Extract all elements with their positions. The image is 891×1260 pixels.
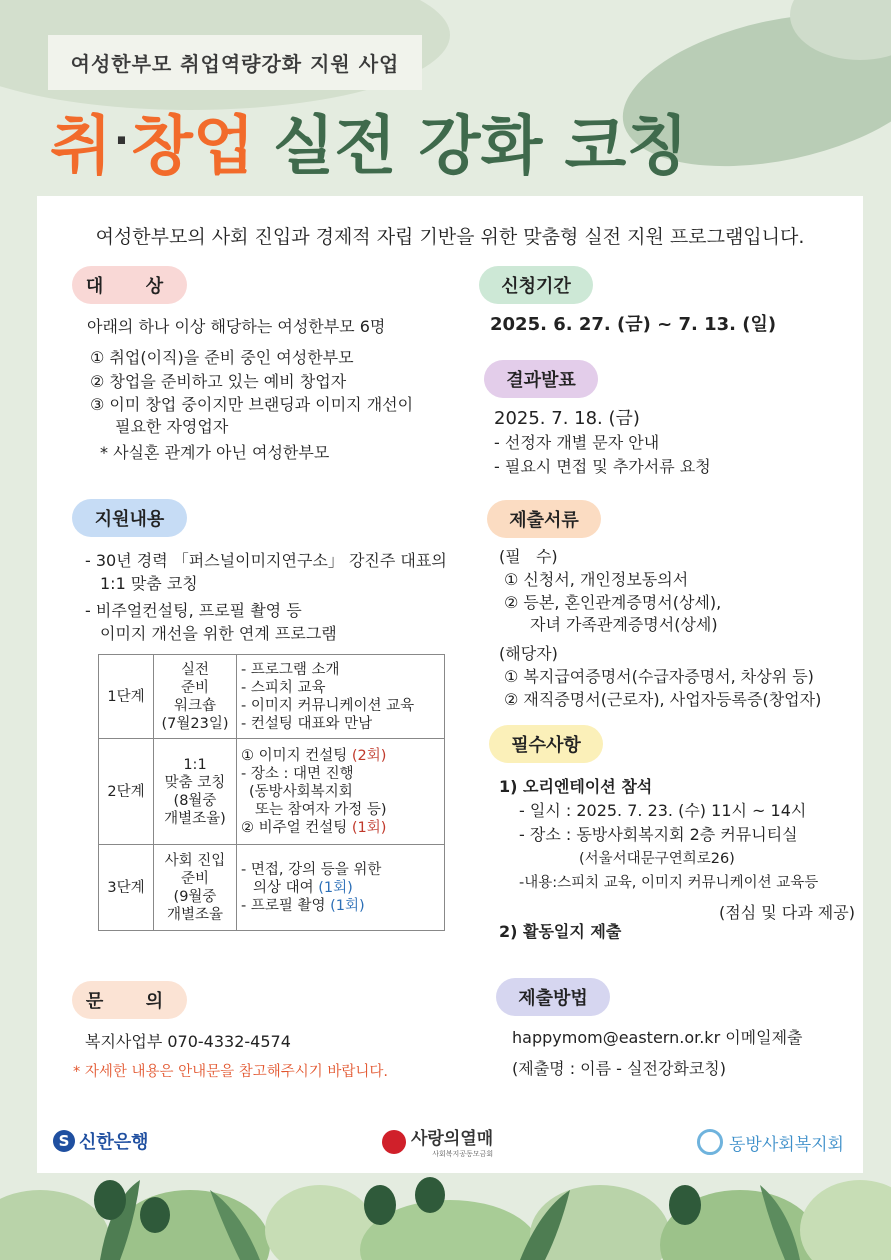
documents-label: 제출서류 [487,500,601,538]
steps-table [98,654,445,931]
table-row [99,739,445,845]
documents-required-2: ② 등본, 혼인관계증명서(상세), [504,593,722,612]
target-label: 대 상 [72,266,187,304]
content-panel [37,196,863,1173]
contact-phone: 복지사업부 070-4332-4574 [85,1032,291,1051]
documents-required-title: (필 수) [499,547,558,566]
step-1-name: 실전 준비 워크숍 (7월23일) [154,655,237,739]
heart-person-icon [697,1129,723,1155]
requirements-item-1: 1) 오리엔테이션 참석 [499,777,653,796]
step-3-label: 3단계 [99,845,154,931]
requirements-place: - 장소 : 동방사회복지회 2층 커뮤니티실 [519,825,798,844]
result-date: 2025. 7. 18. (금) [494,408,640,429]
target-item-2: ② 창업을 준비하고 있는 예비 창업자 [90,372,347,391]
target-item-3: ③ 이미 창업 중이지만 브랜딩과 이미지 개선이 [90,395,414,414]
requirements-item-2: 2) 활동일지 제출 [499,922,622,941]
shinhan-logo: S 신한은행 [53,1128,149,1154]
requirements-date: - 일시 : 2025. 7. 23. (수) 11시 ~ 14시 [519,801,807,820]
requirements-content: -내용:스피치 교육, 이미지 커뮤니케이션 교육등 [519,875,819,891]
result-line-2: - 필요시 면접 및 추가서류 요청 [494,457,711,476]
documents-optional-1: ① 복지급여증명서(수급자증명서, 차상위 등) [504,667,814,686]
target-item-1: ① 취업(이직)을 준비 중인 여성한부모 [90,348,354,367]
title-part3: 실전 강화 코칭 [272,110,689,184]
intro-text: 여성한부모의 사회 진입과 경제적 자립 기반을 위한 맞춤형 실전 지원 프로그램입니다. [95,226,805,248]
step-1-label: 1단계 [99,655,154,739]
contact-label: 문 의 [72,981,187,1019]
dongbang-logo: 동방사회복지회 [697,1129,844,1155]
documents-required-3: 자녀 가족관계증명서(상세) [530,615,718,634]
step-1-details: - 프로그램 소개 - 스피치 교육 - 이미지 커뮤니케이션 교육 - 컨설팅 대표와 만남 [237,655,445,739]
title-part2: 창업 [131,110,255,184]
support-line-3: - 비주얼컨설팅, 프로필 촬영 등 [85,601,302,620]
shinhan-s-icon: S [53,1130,75,1152]
table-row [99,655,445,739]
apply-period-value: 2025. 6. 27. (금) ~ 7. 13. (일) [490,314,777,335]
documents-optional-title: (해당자) [499,644,558,663]
requirements-label: 필수사항 [489,725,603,763]
target-item-3-cont: 필요한 자영업자 [115,417,229,436]
target-note: * 사실혼 관계가 아닌 여성한부모 [100,443,330,462]
step-3-details: - 면접, 강의 등을 위한 의상 대여 (1회) - 프로필 촬영 (1회) [237,845,445,931]
subtitle-box [48,35,422,90]
documents-optional-2: ② 재직증명서(근로자), 사업자등록증(창업자) [504,690,822,709]
contact-note: * 자세한 내용은 안내문을 참고해주시기 바랍니다. [73,1064,389,1080]
fruit-icon [382,1130,406,1154]
target-desc: 아래의 하나 이상 해당하는 여성한부모 6명 [87,317,386,336]
title-dot: · [113,118,130,164]
result-line-1: - 선정자 개별 문자 안내 [494,433,660,452]
step-2-details: ① 이미지 컨설팅 (2회) - 장소 : 대면 진행 (동방사회복지회 또는 참여자 가정 등) ② 비주얼 컨설팅 (1회) [237,739,445,845]
step-2-label: 2단계 [99,739,154,845]
support-line-4: 이미지 개선을 위한 연계 프로그램 [100,624,337,643]
support-line-1: - 30년 경력 「퍼스널이미지연구소」 강진주 대표의 [85,551,447,570]
support-line-2: 1:1 맞춤 코칭 [100,574,198,593]
step-2-name: 1:1 맞춤 코칭 (8월중 개별조율) [154,739,237,845]
support-label: 지원내용 [72,499,187,537]
subtitle-text: 여성한부모 취업역량강화 지원 사업 [70,52,400,76]
step-3-name: 사회 진입 준비 (9월중 개별조율 [154,845,237,931]
submit-email: happymom@eastern.or.kr 이메일제출 [512,1028,803,1047]
requirements-meal: (점심 및 다과 제공) [719,903,855,922]
table-row [99,845,445,931]
result-label: 결과발표 [484,360,598,398]
title-part1: 취 [50,110,112,184]
decorative-plants [0,1160,891,1260]
submit-label: 제출방법 [496,978,610,1016]
love-fruit-logo: 사랑의열매 사회복지공동모금회 [382,1124,493,1159]
documents-required-1: ① 신청서, 개인정보동의서 [504,570,689,589]
page-title [50,96,688,186]
apply-period-label: 신청기간 [479,266,593,304]
requirements-address: (서울서대문구연희로26) [579,851,735,867]
submit-subject: (제출명 : 이름 - 실전강화코칭) [512,1059,727,1078]
